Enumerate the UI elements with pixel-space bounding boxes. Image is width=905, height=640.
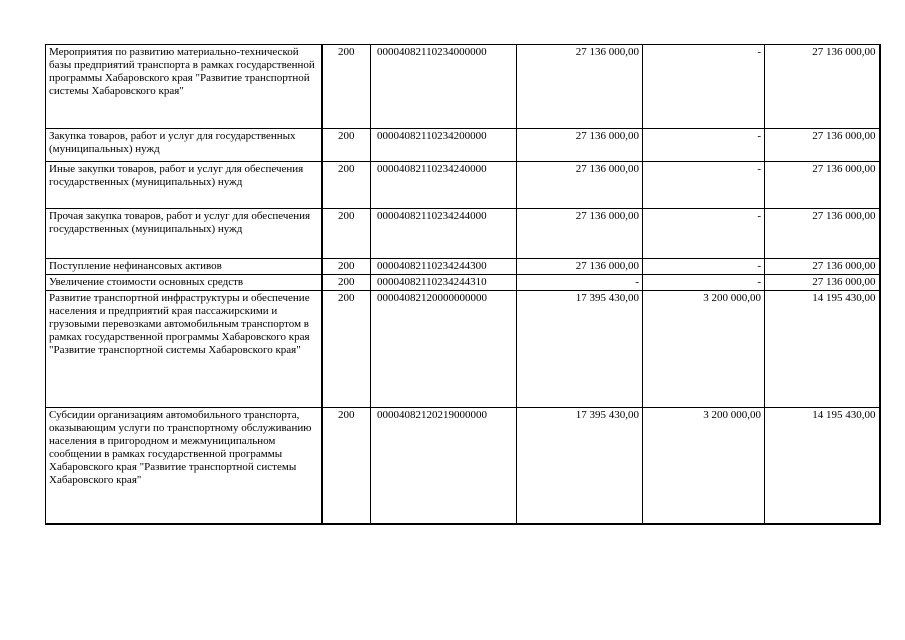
row-line-code-cell: 200 bbox=[322, 259, 371, 275]
row-executed-cell: - bbox=[643, 209, 765, 259]
row-line-code-cell: 200 bbox=[322, 45, 371, 129]
row-class-code-cell: 00004082110234244000 bbox=[371, 209, 517, 259]
row-class-code-cell: 00004082110234240000 bbox=[371, 162, 517, 209]
row-class-code-cell: 00004082120219000000 bbox=[371, 408, 517, 524]
table-row bbox=[46, 275, 880, 291]
table-row bbox=[46, 291, 880, 408]
row-class-code-cell: 00004082110234200000 bbox=[371, 129, 517, 162]
row-name-cell: Мероприятия по развитию материально-технической базы предприятий транспорта в рамках государственной программы Хабаровского края "Развитие транспортной системы Хабаровского края" bbox=[46, 45, 322, 129]
table-row bbox=[46, 129, 880, 162]
row-name-cell: Развитие транспортной инфраструктуры и обеспечение населения и предприятий края пассажирскими и грузовыми перевозками автомобильным транспортом в рамках государственной программы Хабаровского края "Развитие транспортной системы Хабаровского края" bbox=[46, 291, 322, 408]
row-line-code-cell: 200 bbox=[322, 408, 371, 524]
row-unexecuted-cell: 27 136 000,00 bbox=[765, 259, 880, 275]
row-line-code-cell: 200 bbox=[322, 291, 371, 408]
row-approved-cell: 27 136 000,00 bbox=[517, 162, 643, 209]
row-approved-cell: 27 136 000,00 bbox=[517, 129, 643, 162]
row-line-code-cell: 200 bbox=[322, 162, 371, 209]
row-executed-cell: - bbox=[643, 45, 765, 129]
row-name-cell: Иные закупки товаров, работ и услуг для обеспечения государственных (муниципальных) нужд bbox=[46, 162, 322, 209]
row-executed-cell: - bbox=[643, 162, 765, 209]
row-unexecuted-cell: 27 136 000,00 bbox=[765, 209, 880, 259]
row-approved-cell: 27 136 000,00 bbox=[517, 45, 643, 129]
row-class-code-cell: 00004082110234244300 bbox=[371, 259, 517, 275]
row-line-code-cell: 200 bbox=[322, 209, 371, 259]
row-executed-cell: - bbox=[643, 129, 765, 162]
row-unexecuted-cell: 27 136 000,00 bbox=[765, 129, 880, 162]
row-approved-cell: 27 136 000,00 bbox=[517, 259, 643, 275]
row-name-cell: Увеличение стоимости основных средств bbox=[46, 275, 322, 291]
row-class-code-cell: 00004082110234000000 bbox=[371, 45, 517, 129]
row-approved-cell: 27 136 000,00 bbox=[517, 209, 643, 259]
row-class-code-cell: 00004082120000000000 bbox=[371, 291, 517, 408]
table-row bbox=[46, 408, 880, 524]
row-executed-cell: 3 200 000,00 bbox=[643, 291, 765, 408]
table-row bbox=[46, 162, 880, 209]
table-row bbox=[46, 209, 880, 259]
row-unexecuted-cell: 14 195 430,00 bbox=[765, 408, 880, 524]
row-name-cell: Субсидии организациям автомобильного транспорта, оказывающим услуги по транспортному обслуживанию населения в пригородном и межмуниципальном сообщении в рамках государственной программы Хабаровского края "Развитие транспортной системы Хабаровского края" bbox=[46, 408, 322, 524]
row-approved-cell: 17 395 430,00 bbox=[517, 291, 643, 408]
row-name-cell: Закупка товаров, работ и услуг для государственных (муниципальных) нужд bbox=[46, 129, 322, 162]
row-name-cell: Поступление нефинансовых активов bbox=[46, 259, 322, 275]
budget-execution-table bbox=[45, 44, 881, 525]
row-executed-cell: - bbox=[643, 259, 765, 275]
row-unexecuted-cell: 27 136 000,00 bbox=[765, 275, 880, 291]
row-name-cell: Прочая закупка товаров, работ и услуг для обеспечения государственных (муниципальных) нужд bbox=[46, 209, 322, 259]
table-row bbox=[46, 259, 880, 275]
row-approved-cell: - bbox=[517, 275, 643, 291]
row-unexecuted-cell: 27 136 000,00 bbox=[765, 45, 880, 129]
row-unexecuted-cell: 27 136 000,00 bbox=[765, 162, 880, 209]
row-unexecuted-cell: 14 195 430,00 bbox=[765, 291, 880, 408]
row-line-code-cell: 200 bbox=[322, 129, 371, 162]
row-executed-cell: 3 200 000,00 bbox=[643, 408, 765, 524]
row-class-code-cell: 00004082110234244310 bbox=[371, 275, 517, 291]
row-approved-cell: 17 395 430,00 bbox=[517, 408, 643, 524]
row-executed-cell: - bbox=[643, 275, 765, 291]
row-line-code-cell: 200 bbox=[322, 275, 371, 291]
table-row bbox=[46, 45, 880, 129]
